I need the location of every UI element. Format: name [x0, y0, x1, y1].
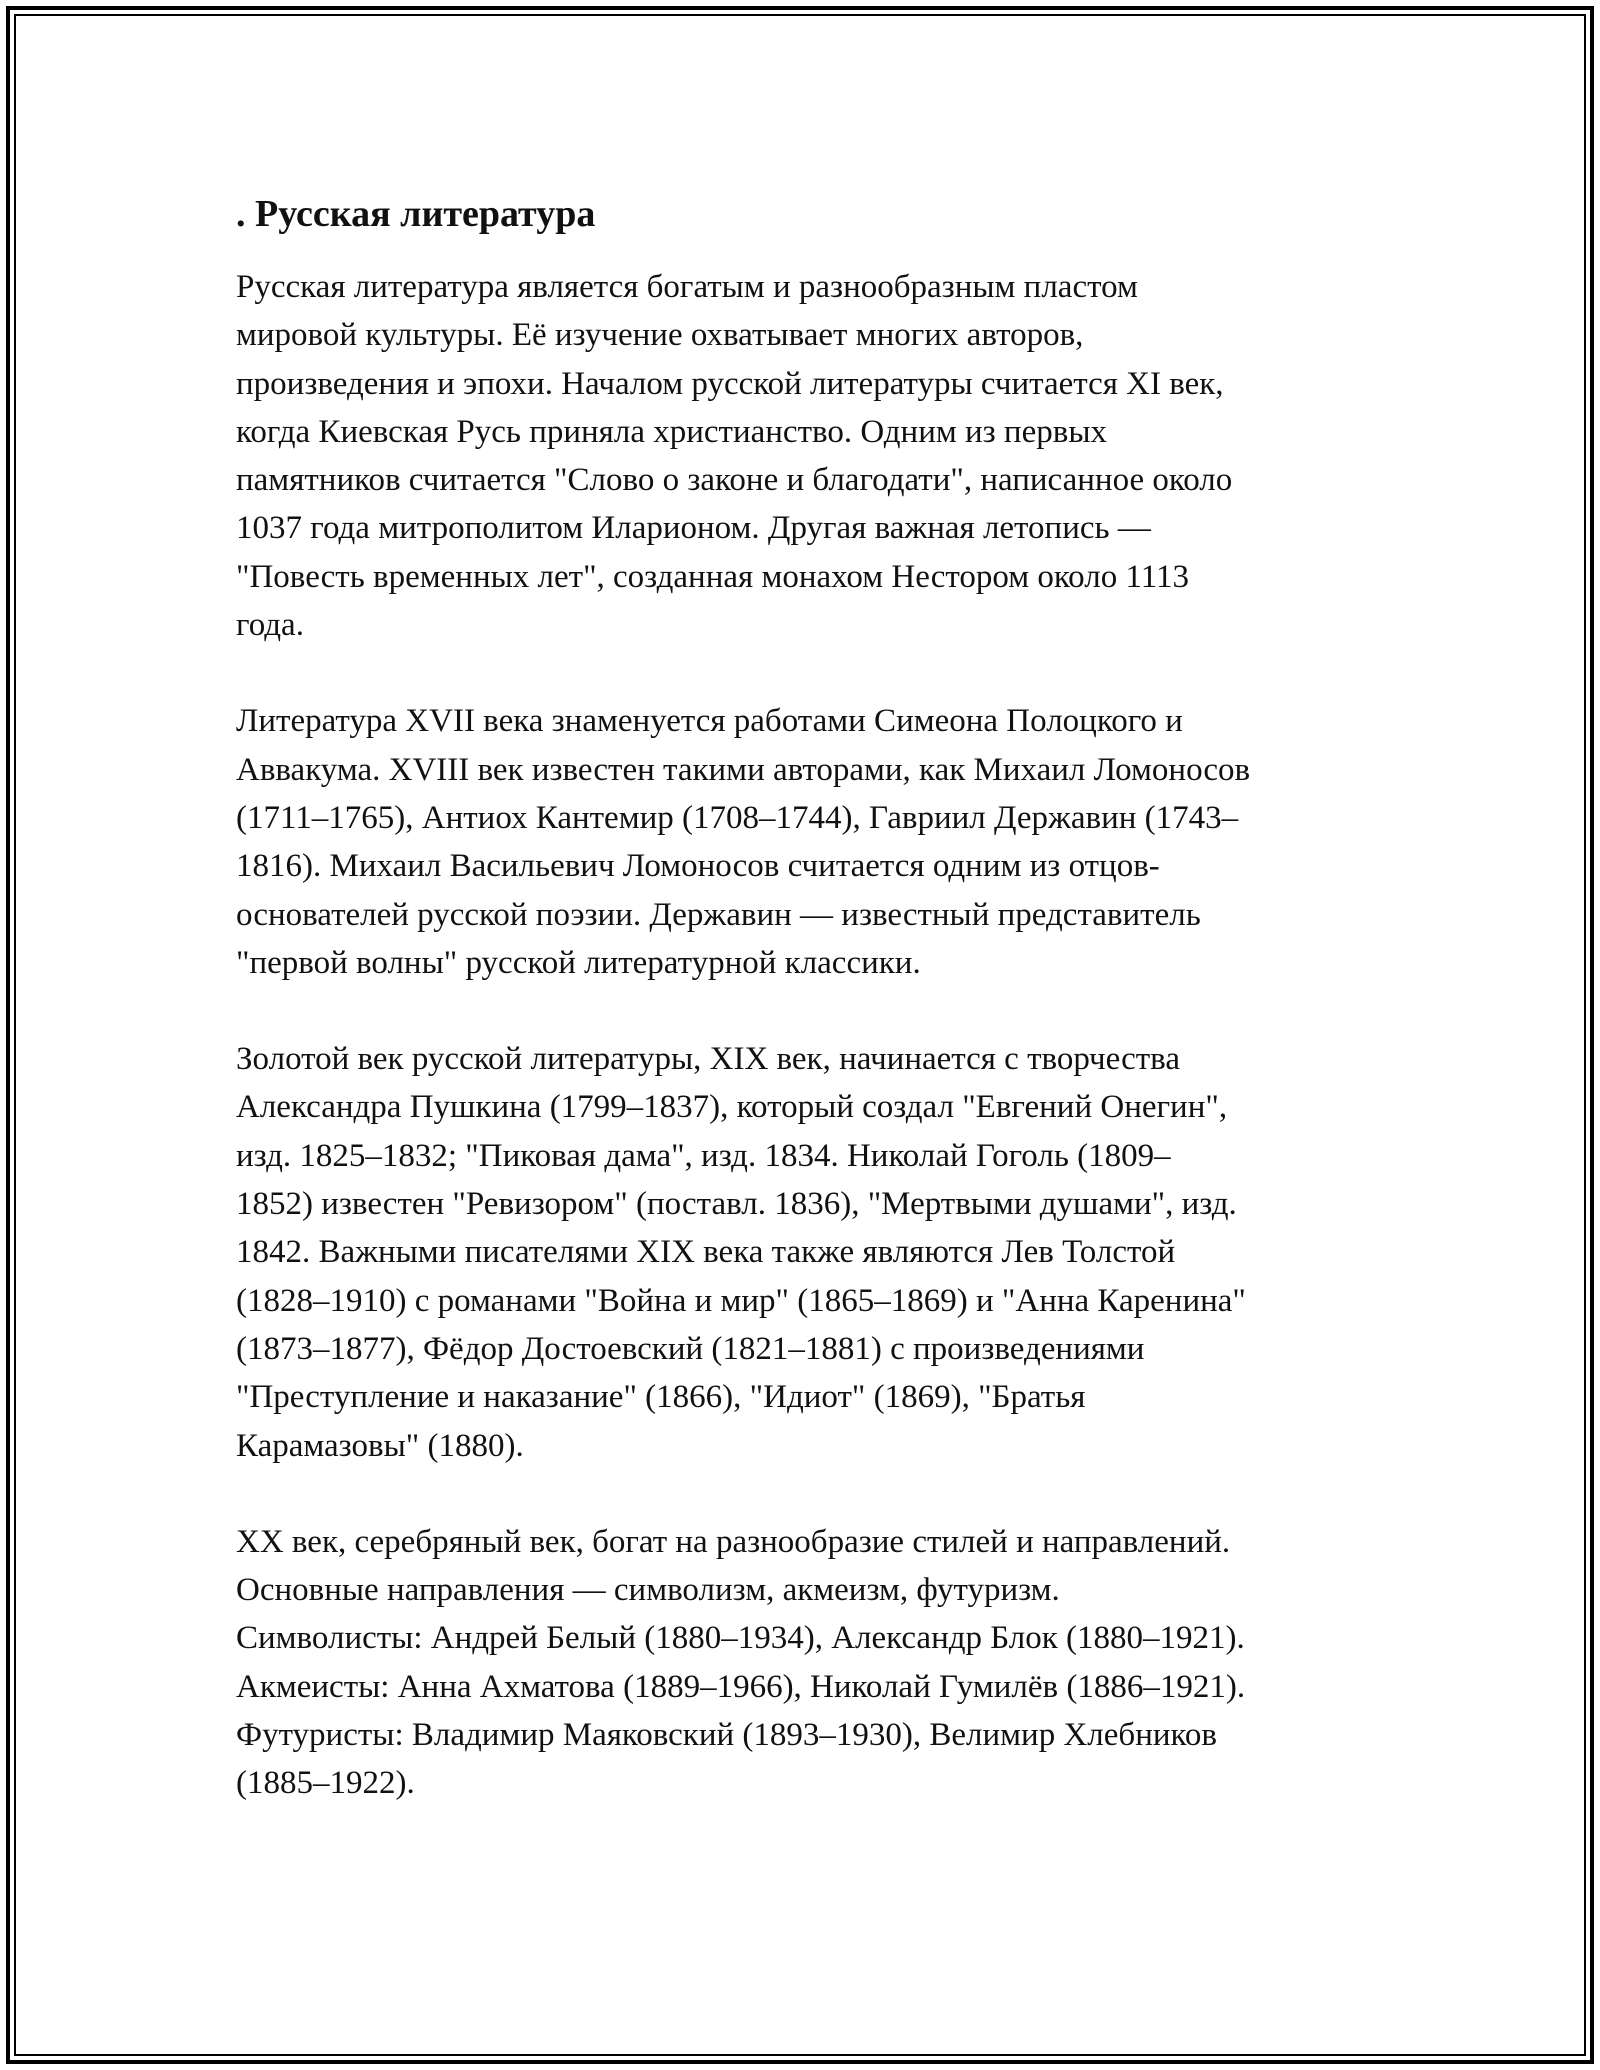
document-body — [236, 185, 1396, 1856]
paragraph-golden-age: Золотой век русской литературы, XIX век, начинается с творчества Александра Пушкина (1799–1837), который создал "Евгений Онегин", изд. 1825–1832; "Пиковая дама", изд. 1834. Николай Гоголь (1809– 1852) известен "Ревизором" (поставл. 1836), "Мертвыми душами", изд. 1842. Важными писателями XIX века также являются Лев Толстой (1828–1910) с романами "Война и мир" (1865–1869) и "Анна Каренина" (1873–1877), Фёдор Достоевский (1821–1881) с произведениями "Преступление и наказание" (1866), "Идиот" (1869), "Братья Карамазовы" (1880). — [236, 1041, 1246, 1464]
paragraph-origins: Русская литература является богатым и разнообразным пластом мировой культуры. Её изучение охватывает многих авторов, произведения и эпохи. Началом русской литературы считается XI век, когда Киевская Русь приняла христианство. Одним из первых памятников считается "Слово о законе и благодати", написанное около 1037 года митрополитом Иларионом. Другая важная летопись — "Повесть временных лет", созданная монахом Нестором около 1113 года. — [236, 269, 1233, 644]
document-title: . Русская литература — [236, 193, 596, 235]
paragraph-silver-age: XX век, серебряный век, богат на разнообразие стилей и направлений. Основные направления — символизм, акмеизм, футуризм. Символисты: Андрей Белый (1880–1934), Александр Блок (1880–1921). Акмеисты: Анна Ахматова (1889–1966), Николай Гумилёв (1886–1921). Футуристы: Владимир Маяковский (1893–1930), Велимир Хлебников (1885–1922). — [236, 1523, 1246, 1802]
paragraph-17-18-century: Литература XVII века знаменуется работами Симеона Полоцкого и Аввакума. XVIII век известен такими авторами, как Михаил Ломоносов (1711–1765), Антиох Кантемир (1708–1744), Гавриил Державин (1743– 1816). Михаил Васильевич Ломоносов считается одним из отцов- основателей русской поэзии. Державин — известный представитель "первой волны" русской литературной классики. — [236, 703, 1251, 981]
